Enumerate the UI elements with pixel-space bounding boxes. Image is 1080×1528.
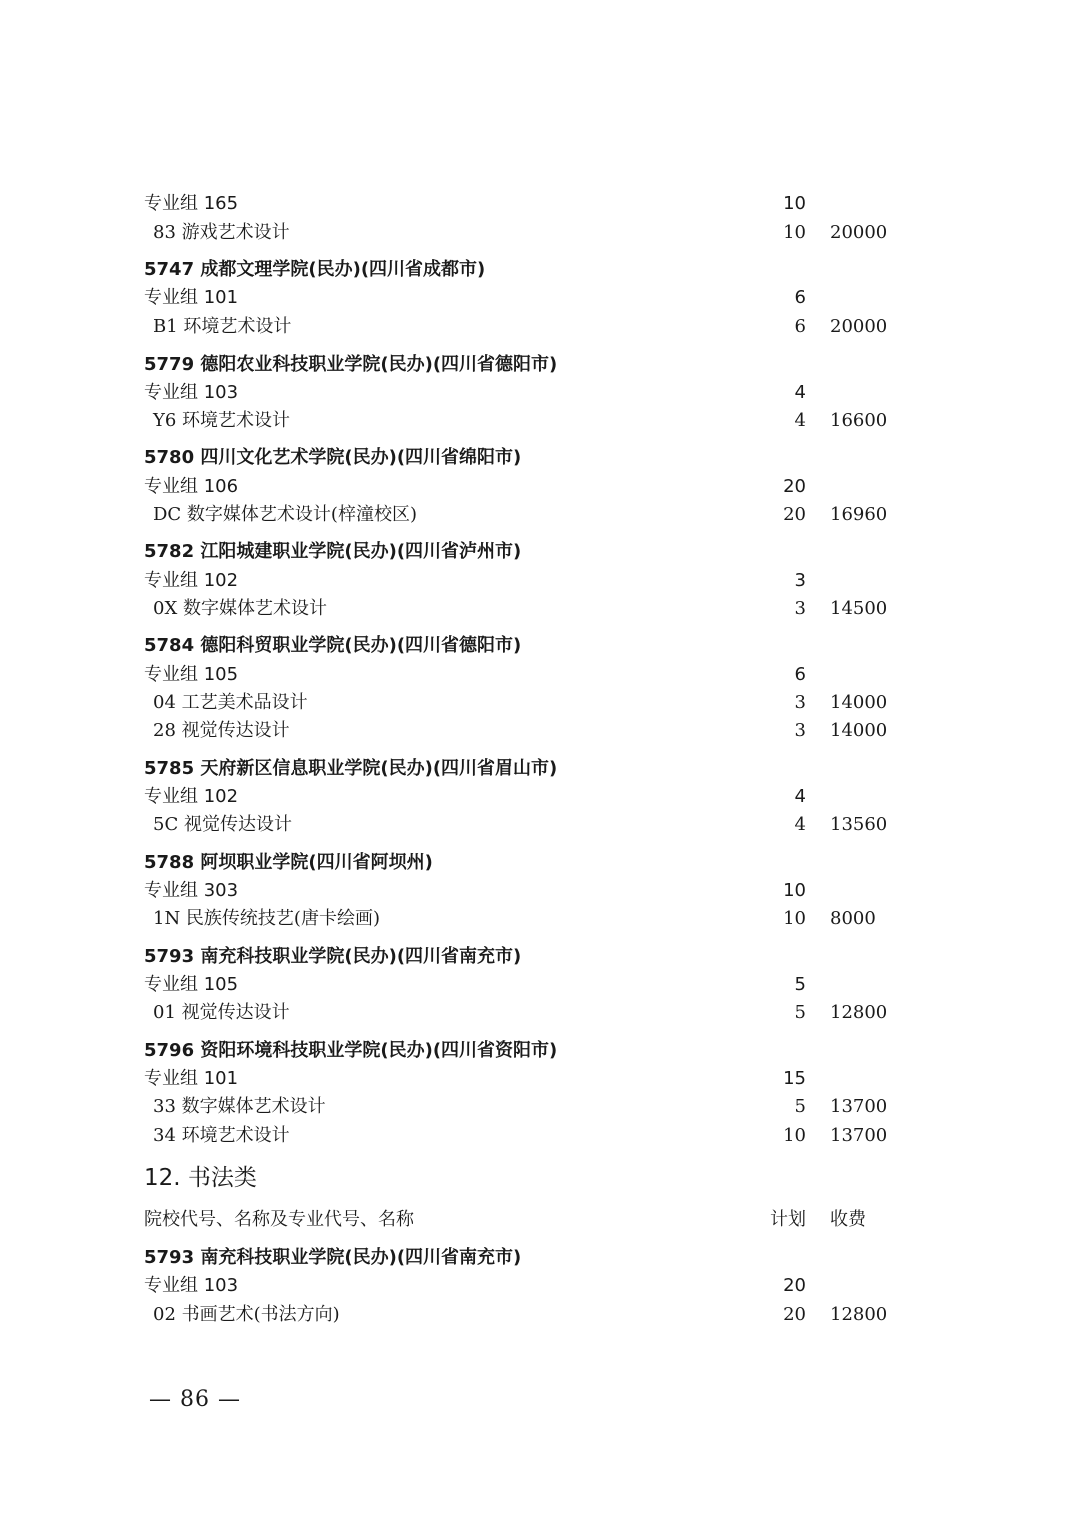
school-line	[0, 943, 1080, 971]
plan-count: 4	[794, 814, 806, 835]
line-text: 专业组 103	[144, 1275, 239, 1296]
tuition-fee: 12800	[830, 1002, 888, 1023]
tuition-fee: 8000	[830, 908, 876, 929]
major-group-line	[0, 783, 1080, 811]
tuition-fee: 16600	[830, 410, 888, 431]
line-text: 28 视觉传达设计	[153, 720, 290, 741]
tuition-fee: 20000	[830, 222, 888, 243]
line-text: 5779 德阳农业科技职业学院(民办)(四川省德阳市)	[144, 354, 558, 375]
tuition-fee: 16960	[830, 504, 888, 525]
section-heading	[0, 1160, 1080, 1196]
tuition-fee: 12800	[830, 1304, 888, 1325]
plan-count: 10	[783, 908, 806, 929]
line-text: 专业组 105	[144, 974, 239, 995]
line-text: 专业组 165	[144, 193, 239, 214]
line-text: 5785 天府新区信息职业学院(民办)(四川省眉山市)	[144, 758, 558, 779]
plan-count: 10	[783, 193, 806, 214]
line-text: 5780 四川文化艺术学院(民办)(四川省绵阳市)	[144, 447, 522, 468]
school-line	[0, 538, 1080, 566]
plan-count: 5	[794, 974, 806, 995]
plan-count: 20	[783, 476, 806, 497]
major-group-line	[0, 661, 1080, 689]
major-line	[0, 1122, 1080, 1150]
school-line	[0, 256, 1080, 284]
major-group-line	[0, 567, 1080, 595]
major-group-line	[0, 284, 1080, 312]
header-plan-column: 计划	[770, 1209, 806, 1230]
major-group-line	[0, 473, 1080, 501]
major-group-line	[0, 877, 1080, 905]
plan-count: 4	[794, 786, 806, 807]
line-text: 5788 阿坝职业学院(四川省阿坝州)	[144, 852, 433, 873]
line-text: 专业组 101	[144, 1068, 239, 1089]
plan-count: 15	[783, 1068, 806, 1089]
plan-count: 10	[783, 880, 806, 901]
line-text: 1N 民族传统技艺(唐卡绘画)	[153, 908, 380, 929]
school-line	[0, 755, 1080, 783]
plan-count: 10	[783, 222, 806, 243]
line-text: 33 数字媒体艺术设计	[153, 1096, 326, 1117]
major-line	[0, 313, 1080, 341]
major-group-line	[0, 190, 1080, 218]
page-number: — 86 —	[149, 1387, 241, 1412]
plan-count: 5	[794, 1002, 806, 1023]
line-text: 83 游戏艺术设计	[153, 222, 290, 243]
plan-count: 10	[783, 1125, 806, 1146]
school-line	[0, 1244, 1080, 1272]
plan-count: 6	[794, 287, 806, 308]
tuition-fee: 14000	[830, 720, 888, 741]
line-text: 5747 成都文理学院(民办)(四川省成都市)	[144, 259, 486, 280]
header-name-column: 院校代号、名称及专业代号、名称	[144, 1209, 414, 1230]
line-text: 5784 德阳科贸职业学院(民办)(四川省德阳市)	[144, 635, 522, 656]
tuition-fee: 13700	[830, 1096, 888, 1117]
tuition-fee: 13560	[830, 814, 888, 835]
section-title: 12. 书法类	[144, 1165, 257, 1191]
plan-count: 20	[783, 504, 806, 525]
line-text: 5C 视觉传达设计	[153, 814, 292, 835]
major-line	[0, 1093, 1080, 1121]
tuition-fee: 14500	[830, 598, 888, 619]
plan-count: 3	[794, 598, 806, 619]
major-line	[0, 689, 1080, 717]
major-line	[0, 595, 1080, 623]
line-text: 5782 江阳城建职业学院(民办)(四川省泸州市)	[144, 541, 522, 562]
line-text: 0X 数字媒体艺术设计	[153, 598, 327, 619]
major-line	[0, 811, 1080, 839]
line-text: 专业组 103	[144, 382, 239, 403]
line-text: 专业组 102	[144, 570, 239, 591]
school-line	[0, 1037, 1080, 1065]
school-line	[0, 444, 1080, 472]
plan-count: 6	[794, 316, 806, 337]
line-text: 5793 南充科技职业学院(民办)(四川省南充市)	[144, 946, 522, 967]
plan-count: 4	[794, 410, 806, 431]
line-text: Y6 环境艺术设计	[153, 410, 291, 431]
major-line	[0, 501, 1080, 529]
major-line	[0, 717, 1080, 745]
line-text: 专业组 102	[144, 786, 239, 807]
line-text: 专业组 106	[144, 476, 239, 497]
line-text: 5793 南充科技职业学院(民办)(四川省南充市)	[144, 1247, 522, 1268]
major-line	[0, 1301, 1080, 1329]
line-text: 5796 资阳环境科技职业学院(民办)(四川省资阳市)	[144, 1040, 558, 1061]
tuition-fee: 20000	[830, 316, 888, 337]
school-line	[0, 351, 1080, 379]
major-group-line	[0, 379, 1080, 407]
tuition-fee: 13700	[830, 1125, 888, 1146]
school-line	[0, 632, 1080, 660]
plan-count: 20	[783, 1275, 806, 1296]
table-header	[0, 1206, 1080, 1234]
major-line	[0, 407, 1080, 435]
major-line	[0, 905, 1080, 933]
line-text: 04 工艺美术品设计	[153, 692, 308, 713]
line-text: 专业组 101	[144, 287, 239, 308]
major-group-line	[0, 1065, 1080, 1093]
school-line	[0, 849, 1080, 877]
major-line	[0, 219, 1080, 247]
line-text: 02 书画艺术(书法方向)	[153, 1304, 340, 1325]
plan-count: 3	[794, 692, 806, 713]
major-line	[0, 999, 1080, 1027]
plan-count: 6	[794, 664, 806, 685]
line-text: 专业组 303	[144, 880, 239, 901]
plan-count: 3	[794, 570, 806, 591]
header-fee-column: 收费	[830, 1209, 866, 1230]
major-group-line	[0, 971, 1080, 999]
tuition-fee: 14000	[830, 692, 888, 713]
line-text: B1 环境艺术设计	[153, 316, 292, 337]
plan-count: 4	[794, 382, 806, 403]
major-group-line	[0, 1272, 1080, 1300]
line-text: 01 视觉传达设计	[153, 1002, 290, 1023]
line-text: 专业组 105	[144, 664, 239, 685]
line-text: 34 环境艺术设计	[153, 1125, 290, 1146]
plan-count: 3	[794, 720, 806, 741]
line-text: DC 数字媒体艺术设计(梓潼校区)	[153, 504, 417, 525]
plan-count: 20	[783, 1304, 806, 1325]
plan-count: 5	[794, 1096, 806, 1117]
